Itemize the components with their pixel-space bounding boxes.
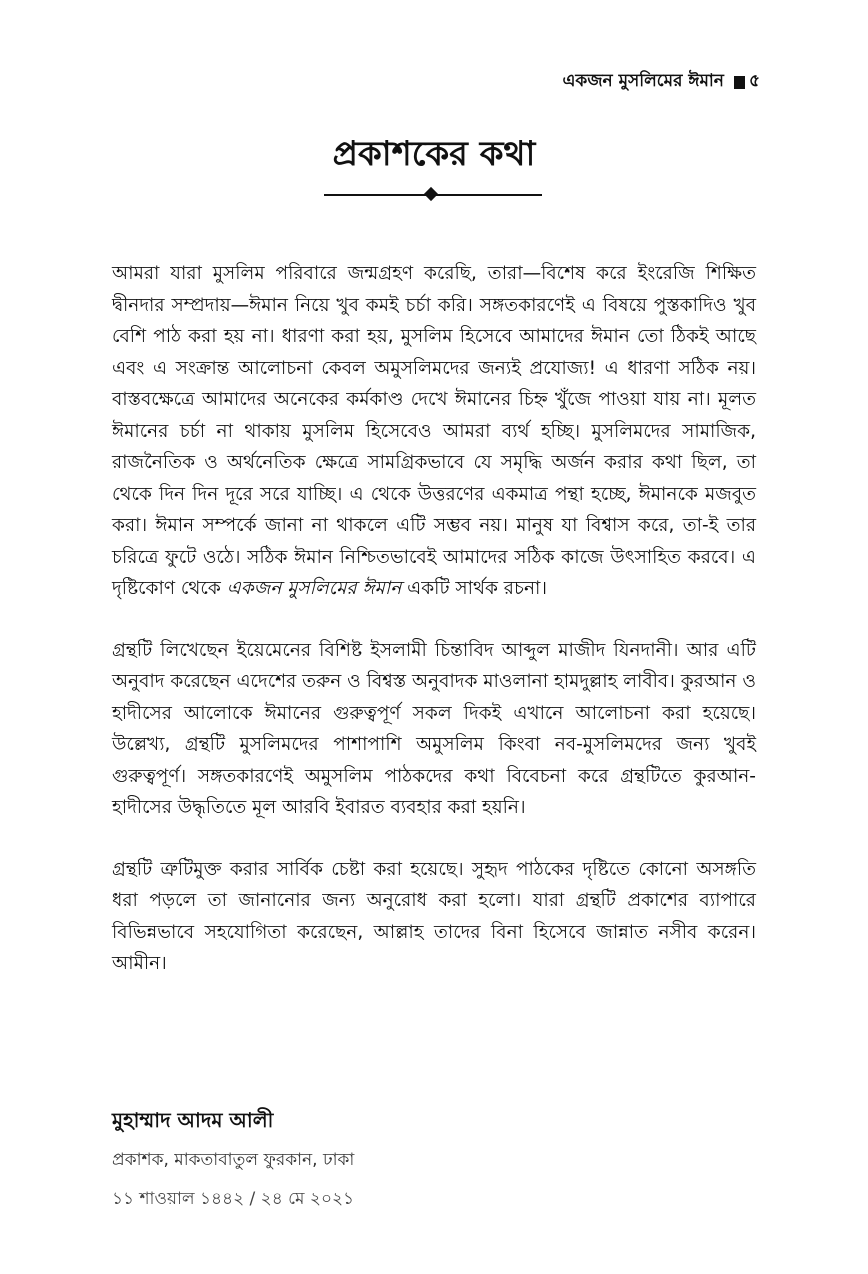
book-title: একজন মুসলিমের ঈমান (226, 578, 402, 599)
page-number: ৫ (748, 71, 760, 91)
paragraph-2: গ্রন্থটি লিখেছেন ইয়েমেনের বিশিষ্ট ইসলামী চিন্তাবিদ আব্দুল মাজীদ যিনদানী। আর এটি অনুবাদ করেছেন এদেশের তরুন ও বিশ্বস্ত অনুবাদক মাওলানা হামদুল্লাহ লাবীব। কুরআন ও হাদীসের আলোকে ঈমানের গুরুত্বপূর্ণ সকল দিকই এখানে আলোচনা করা হয়েছে। উল্লেখ্য, গ্রন্থটি মুসলিমদের পাশাপাশি অমুসলিম কিংবা নব-মুসলিমদের জন্য খুবই গুরুত্বপূর্ণ। সঙ্গতকারণেই অমুসলিম পাঠকদের কথা বিবেচনা করে গ্রন্থটিতে কুরআন-হাদীসের উদ্ধৃতিতে মূল আরবি ইবারত ব্যবহার করা হয়নি। (112, 639, 756, 818)
square-bullet-icon (734, 76, 745, 89)
signature-block (112, 1106, 756, 1175)
paragraph-1-text: আমরা যারা মুসলিম পরিবারে জন্মগ্রহণ করেছি, তারা—বিশেষ করে ইংরেজি শিক্ষিত দ্বীনদার সম্প্রদায়—ঈমান নিয়ে খুব কমই চর্চা করি। সঙ্গতকারণেই এ বিষয়ে পুস্তকাদিও খুব বেশি পাঠ করা হয় না। ধারণা করা হয়, মুসলিম হিসেবে আমাদের ঈমান তো ঠিকই আছে এবং এ সংক্রান্ত আলোচনা কেবল অমুসলিমদের জন্যই প্রযোজ্য! এ ধারণা সঠিক নয়। বাস্তবক্ষেত্রে আমাদের অনেকের কর্মকাণ্ড দেখে ঈমানের চিহ্ন খুঁজে পাওয়া যায় না। মূলত ঈমানের চর্চা না থাকায় মুসলিম হিসেবেও আমরা ব্যর্থ হচ্ছি। মুসলিমদের সামাজিক, রাজনৈতিক ও অর্থনেতিক ক্ষেত্রে সামগ্রিকভাবে যে সমৃদ্ধি অর্জন করার কথা ছিল, তা থেকে দিন দিন দূরে সরে যাচ্ছি। এ থেকে উত্তরণের একমাত্র পন্থা হচ্ছে, ঈমানকে মজবুত করা। ঈমান সম্পর্কে জানা না থাকলে এটি সম্ভব নয়। মানুষ যা বিশ্বাস করে, তা-ই তার চরিত্রে ফুটে ওঠে। সঠিক ঈমান নিশ্চিতভাবেই আমাদের সঠিক কাজে উৎসাহিত করবে। এ দৃষ্টিকোণ থেকে (112, 263, 756, 599)
running-header (563, 68, 761, 96)
diamond-icon (424, 187, 438, 201)
body-text (112, 258, 756, 1010)
publisher-role: প্রকাশক, মাকতাবাতুল ফুরকান, ঢাকা (112, 1150, 355, 1170)
paragraph-3: গ্রন্থটি ত্রুটিমুক্ত করার সার্বিক চেষ্টা করা হয়েছে। সুহৃদ পাঠকের দৃষ্টিতে কোনো অসঙ্গতি ধরা পড়লে তা জানানোর জন্য অনুরোধ করা হলো। যারা গ্রন্থটি প্রকাশের ব্যাপারে বিভিন্নভাবে সহযোগিতা করেছেন, আল্লাহ তাদের বিনা হিসেবে জান্নাত নসীব করেন। আমীন। (112, 858, 756, 974)
publisher-name: মুহাম্মাদ আদম আলী (112, 1108, 274, 1132)
page-title: প্রকাশকের কথা (332, 134, 536, 174)
running-title: একজন মুসলিমের ঈমান (562, 71, 724, 91)
paragraph-1-ending: একটি সার্থক রচনা। (401, 578, 547, 599)
title-ornament-divider (324, 186, 542, 204)
signature-date: ১১ শাওয়াল ১৪৪২ / ২৪ মে ২০২১ (112, 1189, 355, 1209)
paragraph-1 (112, 258, 756, 605)
